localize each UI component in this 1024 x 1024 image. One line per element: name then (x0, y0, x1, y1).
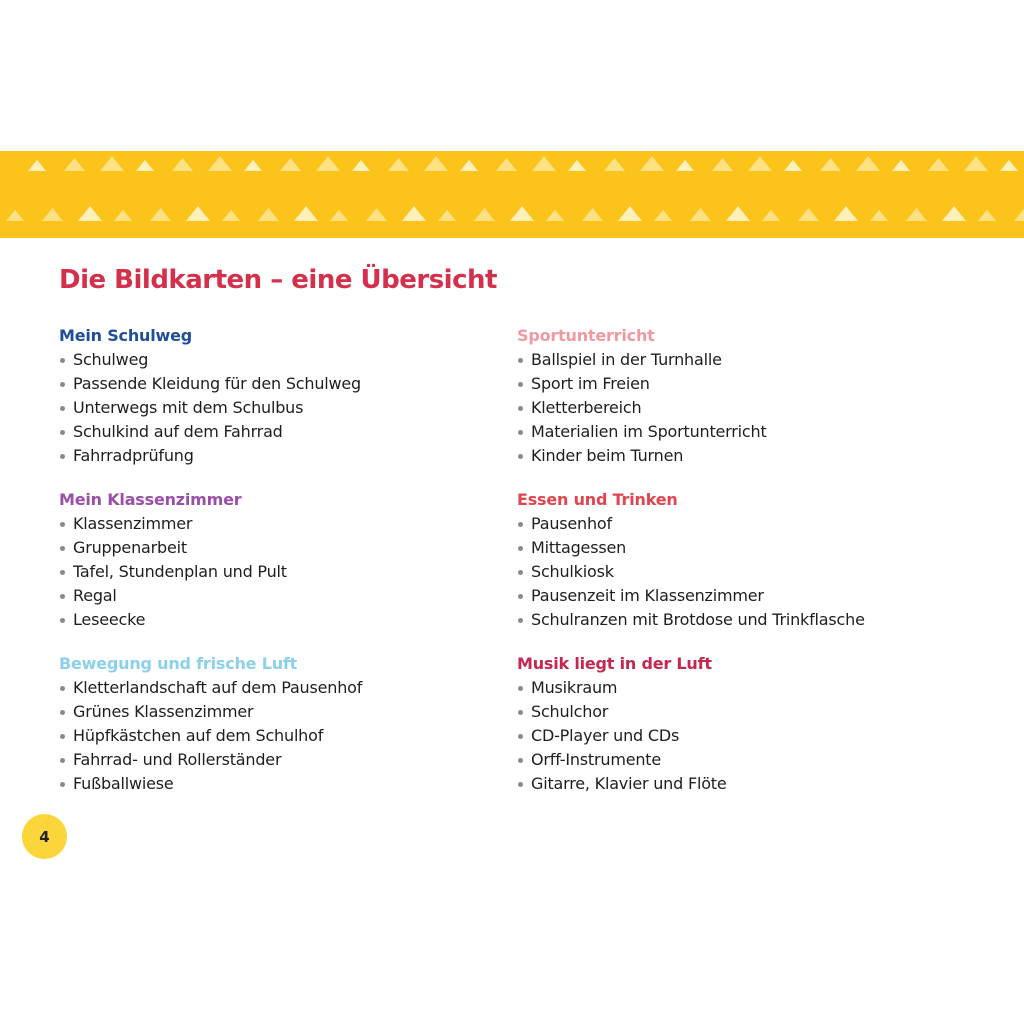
section-heading: Mein Schulweg (59, 326, 192, 345)
triangle-decoration (366, 208, 387, 221)
triangle-decoration (676, 160, 694, 171)
left-column (59, 324, 499, 816)
triangle-decoration (222, 210, 240, 221)
triangle-decoration (1014, 208, 1024, 221)
right-column (517, 324, 957, 816)
triangle-decoration (280, 158, 301, 171)
triangle-decoration (136, 160, 154, 171)
section (59, 488, 499, 632)
section-list (517, 512, 957, 632)
triangle-decoration (748, 156, 772, 171)
triangle-decoration (978, 210, 996, 221)
list-item: Mittagessen (517, 536, 957, 560)
triangle-decoration (64, 158, 85, 171)
triangle-decoration (762, 210, 780, 221)
section (517, 652, 957, 796)
triangle-decoration (78, 206, 102, 221)
triangle-decoration (28, 160, 46, 171)
triangle-decoration (330, 210, 348, 221)
triangle-decoration (474, 208, 495, 221)
list-item: Fahrradprüfung (59, 444, 499, 468)
list-item: Unterwegs mit dem Schulbus (59, 396, 499, 420)
section-list (59, 348, 499, 468)
triangle-decoration (114, 210, 132, 221)
triangle-decoration (424, 156, 448, 171)
triangle-decoration (654, 210, 672, 221)
section (517, 324, 957, 468)
triangle-decoration (208, 156, 232, 171)
triangle-decoration (870, 210, 888, 221)
list-item: Klassenzimmer (59, 512, 499, 536)
triangle-decoration (532, 156, 556, 171)
list-item: Materialien im Sportunterricht (517, 420, 957, 444)
list-item: Schulkind auf dem Fahrrad (59, 420, 499, 444)
section-list (517, 348, 957, 468)
list-item: Fahrrad- und Rollerständer (59, 748, 499, 772)
list-item: Regal (59, 584, 499, 608)
triangle-decoration (712, 158, 733, 171)
section-heading: Mein Klassenzimmer (59, 490, 242, 509)
section-list (517, 676, 957, 796)
triangle-decoration (834, 206, 858, 221)
section-heading: Bewegung und frische Luft (59, 654, 298, 673)
list-item: Kletterlandschaft auf dem Pausenhof (59, 676, 499, 700)
triangle-decoration (42, 208, 63, 221)
triangle-decoration (942, 206, 966, 221)
triangle-decoration (388, 158, 409, 171)
list-item: Leseecke (59, 608, 499, 632)
triangle-decoration (798, 208, 819, 221)
page-number-badge (22, 814, 67, 859)
triangle-decoration (856, 156, 880, 171)
list-item: Schulkiosk (517, 560, 957, 584)
section-heading: Sportunterricht (517, 326, 655, 345)
triangle-decoration (640, 156, 664, 171)
list-item: Hüpfkästchen auf dem Schulhof (59, 724, 499, 748)
triangle-decoration (928, 158, 949, 171)
list-item: Sport im Freien (517, 372, 957, 396)
triangle-decoration (352, 160, 370, 171)
triangle-decoration (784, 160, 802, 171)
list-item: Schulranzen mit Brotdose und Trinkflasche (517, 608, 957, 632)
triangle-decoration (510, 206, 534, 221)
section-list (59, 512, 499, 632)
section-list (59, 676, 499, 796)
triangle-decoration (258, 208, 279, 221)
triangle-decoration (460, 160, 478, 171)
list-item: Grünes Klassenzimmer (59, 700, 499, 724)
decorative-banner (0, 151, 1024, 238)
list-item: Orff-Instrumente (517, 748, 957, 772)
triangle-decoration (316, 156, 340, 171)
triangle-decoration (892, 160, 910, 171)
section (517, 488, 957, 632)
triangle-decoration (186, 206, 210, 221)
list-item: Ballspiel in der Turnhalle (517, 348, 957, 372)
triangle-decoration (100, 156, 124, 171)
list-item: Gruppenarbeit (59, 536, 499, 560)
triangle-decoration (604, 158, 625, 171)
triangle-decoration (618, 206, 642, 221)
triangle-decoration (402, 206, 426, 221)
list-item: Gitarre, Klavier und Flöte (517, 772, 957, 796)
list-item: CD-Player und CDs (517, 724, 957, 748)
triangle-decoration (964, 156, 988, 171)
triangle-decoration (150, 208, 171, 221)
triangle-decoration (1000, 160, 1018, 171)
triangle-decoration (438, 210, 456, 221)
triangle-decoration (294, 206, 318, 221)
triangle-decoration (172, 158, 193, 171)
section (59, 324, 499, 468)
list-item: Fußballwiese (59, 772, 499, 796)
triangle-decoration (906, 208, 927, 221)
page-title: Die Bildkarten – eine Übersicht (59, 265, 497, 295)
list-item: Kletterbereich (517, 396, 957, 420)
section-heading: Musik liegt in der Luft (517, 654, 712, 673)
triangle-decoration (582, 208, 603, 221)
list-item: Tafel, Stundenplan und Pult (59, 560, 499, 584)
triangle-decoration (496, 158, 517, 171)
page-number: 4 (39, 827, 50, 846)
section-heading: Essen und Trinken (517, 490, 678, 509)
list-item: Musikraum (517, 676, 957, 700)
triangle-decoration (820, 158, 841, 171)
triangle-decoration (6, 210, 24, 221)
triangle-decoration (546, 210, 564, 221)
list-item: Schulweg (59, 348, 499, 372)
triangle-pattern (0, 151, 1024, 238)
triangle-decoration (568, 160, 586, 171)
triangle-decoration (244, 160, 262, 171)
section (59, 652, 499, 796)
list-item: Kinder beim Turnen (517, 444, 957, 468)
list-item: Schulchor (517, 700, 957, 724)
list-item: Passende Kleidung für den Schulweg (59, 372, 499, 396)
list-item: Pausenhof (517, 512, 957, 536)
triangle-decoration (690, 208, 711, 221)
triangle-decoration (726, 206, 750, 221)
list-item: Pausenzeit im Klassenzimmer (517, 584, 957, 608)
